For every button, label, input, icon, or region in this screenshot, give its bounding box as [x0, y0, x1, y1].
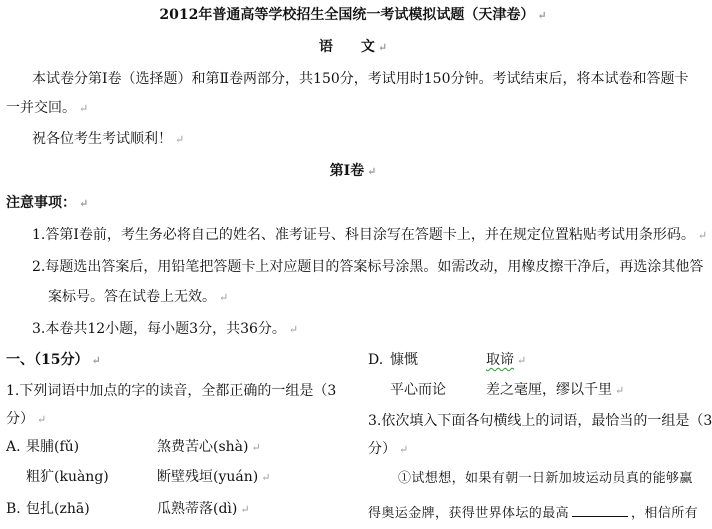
option-d-word-4: 差之毫厘，缪以千里 ↵: [486, 382, 625, 398]
paragraph-mark-icon: ↵: [288, 323, 299, 336]
paragraph-mark-icon: ↵: [37, 413, 47, 426]
notice-2-line-2: 案标号。答在试卷上无效。 ↵: [48, 289, 229, 305]
notice-1: 1.答第Ⅰ卷前，考生务必将自己的姓名、准考证号、科目涂写在答题卡上，并在规定位置粘贴考试用条形码。 ↵: [32, 227, 708, 243]
question-1-line-2: 分） ↵: [6, 411, 47, 427]
paragraph-mark-icon: ↵: [79, 102, 89, 115]
section-one-heading: 一、（15分） ↵: [6, 352, 101, 368]
question-1-line-1: 1.下列词语中加点的字的读音，全都正确的一组是（3: [6, 383, 337, 399]
paragraph-mark-icon: ↵: [615, 384, 625, 397]
sentence-1-line-2: 得奥运金牌，获得世界体坛的最高 ，相信所有: [368, 502, 698, 523]
option-d-word-1: 慷慨: [390, 352, 418, 368]
paragraph-mark-icon: ↵: [377, 41, 388, 54]
paragraph-mark-icon: ↵: [251, 441, 261, 454]
notice-3: 3.本卷共12小题，每小题3分，共36分。 ↵: [32, 321, 299, 337]
paragraph-mark-icon: ↵: [91, 354, 101, 367]
option-d-word-3: 平心而论: [390, 382, 446, 398]
intro-line-2: 一并交回。 ↵: [6, 100, 89, 116]
paragraph-mark-icon: ↵: [175, 133, 185, 146]
option-b-label: B.: [6, 501, 21, 517]
paragraph-mark-icon: ↵: [517, 354, 527, 367]
intro-line-1: 本试卷分第Ⅰ卷（选择题）和第Ⅱ卷两部分，共150分，考试用时150分钟。考试结束后，将本试卷和答题卡: [32, 71, 689, 87]
paragraph-mark-icon: ↵: [367, 165, 377, 178]
wish-line: 祝各位考生考试顺利！ ↵: [32, 131, 185, 147]
paragraph-mark-icon: ↵: [240, 503, 250, 516]
question-3-line-1: 3.依次填入下面各句横线上的词语，最恰当的一组是（3: [368, 413, 712, 429]
fill-in-blank[interactable]: [572, 502, 628, 517]
paragraph-mark-icon: ↵: [219, 291, 229, 304]
notice-heading: 注意事项： ↵: [6, 195, 89, 211]
subject-heading: 语 文 ↵: [318, 39, 388, 55]
paragraph-mark-icon: ↵: [697, 229, 708, 242]
option-d-word-2: 取谛 ↵: [486, 352, 527, 368]
option-b-word-2: 瓜熟蒂落(dì) ↵: [157, 501, 250, 517]
question-3-line-2: 分） ↵: [368, 441, 409, 457]
option-d-label: D.: [368, 352, 384, 368]
exam-title: 2012年普通高等学校招生全国统一考试模拟试题（天津卷） ↵: [159, 7, 547, 23]
sentence-1-line-1: ①试想想，如果有朝一日新加坡运动员真的能够赢: [398, 471, 693, 486]
option-a-word-3: 粗犷(kuàng): [26, 469, 109, 485]
option-a-word-2: 煞费苦心(shà) ↵: [157, 439, 261, 455]
option-a-word-1: 果脯(fǔ): [26, 439, 80, 455]
paragraph-mark-icon: ↵: [261, 471, 271, 484]
option-a-word-4: 断壁残垣(yuán) ↵: [157, 469, 271, 485]
option-b-word-1: 包扎(zhā): [26, 501, 90, 517]
notice-2-line-1: 2.每题选出答案后，用铅笔把答题卡上对应题目的答案标号涂黑。如需改动，用橡皮擦干净后，再选涂其他答: [32, 259, 704, 275]
paragraph-mark-icon: ↵: [537, 9, 547, 22]
paragraph-mark-icon: ↵: [399, 443, 409, 456]
option-a-label: A.: [6, 439, 21, 455]
volume-heading: 第Ⅰ卷 ↵: [329, 163, 377, 179]
paragraph-mark-icon: ↵: [79, 197, 89, 210]
